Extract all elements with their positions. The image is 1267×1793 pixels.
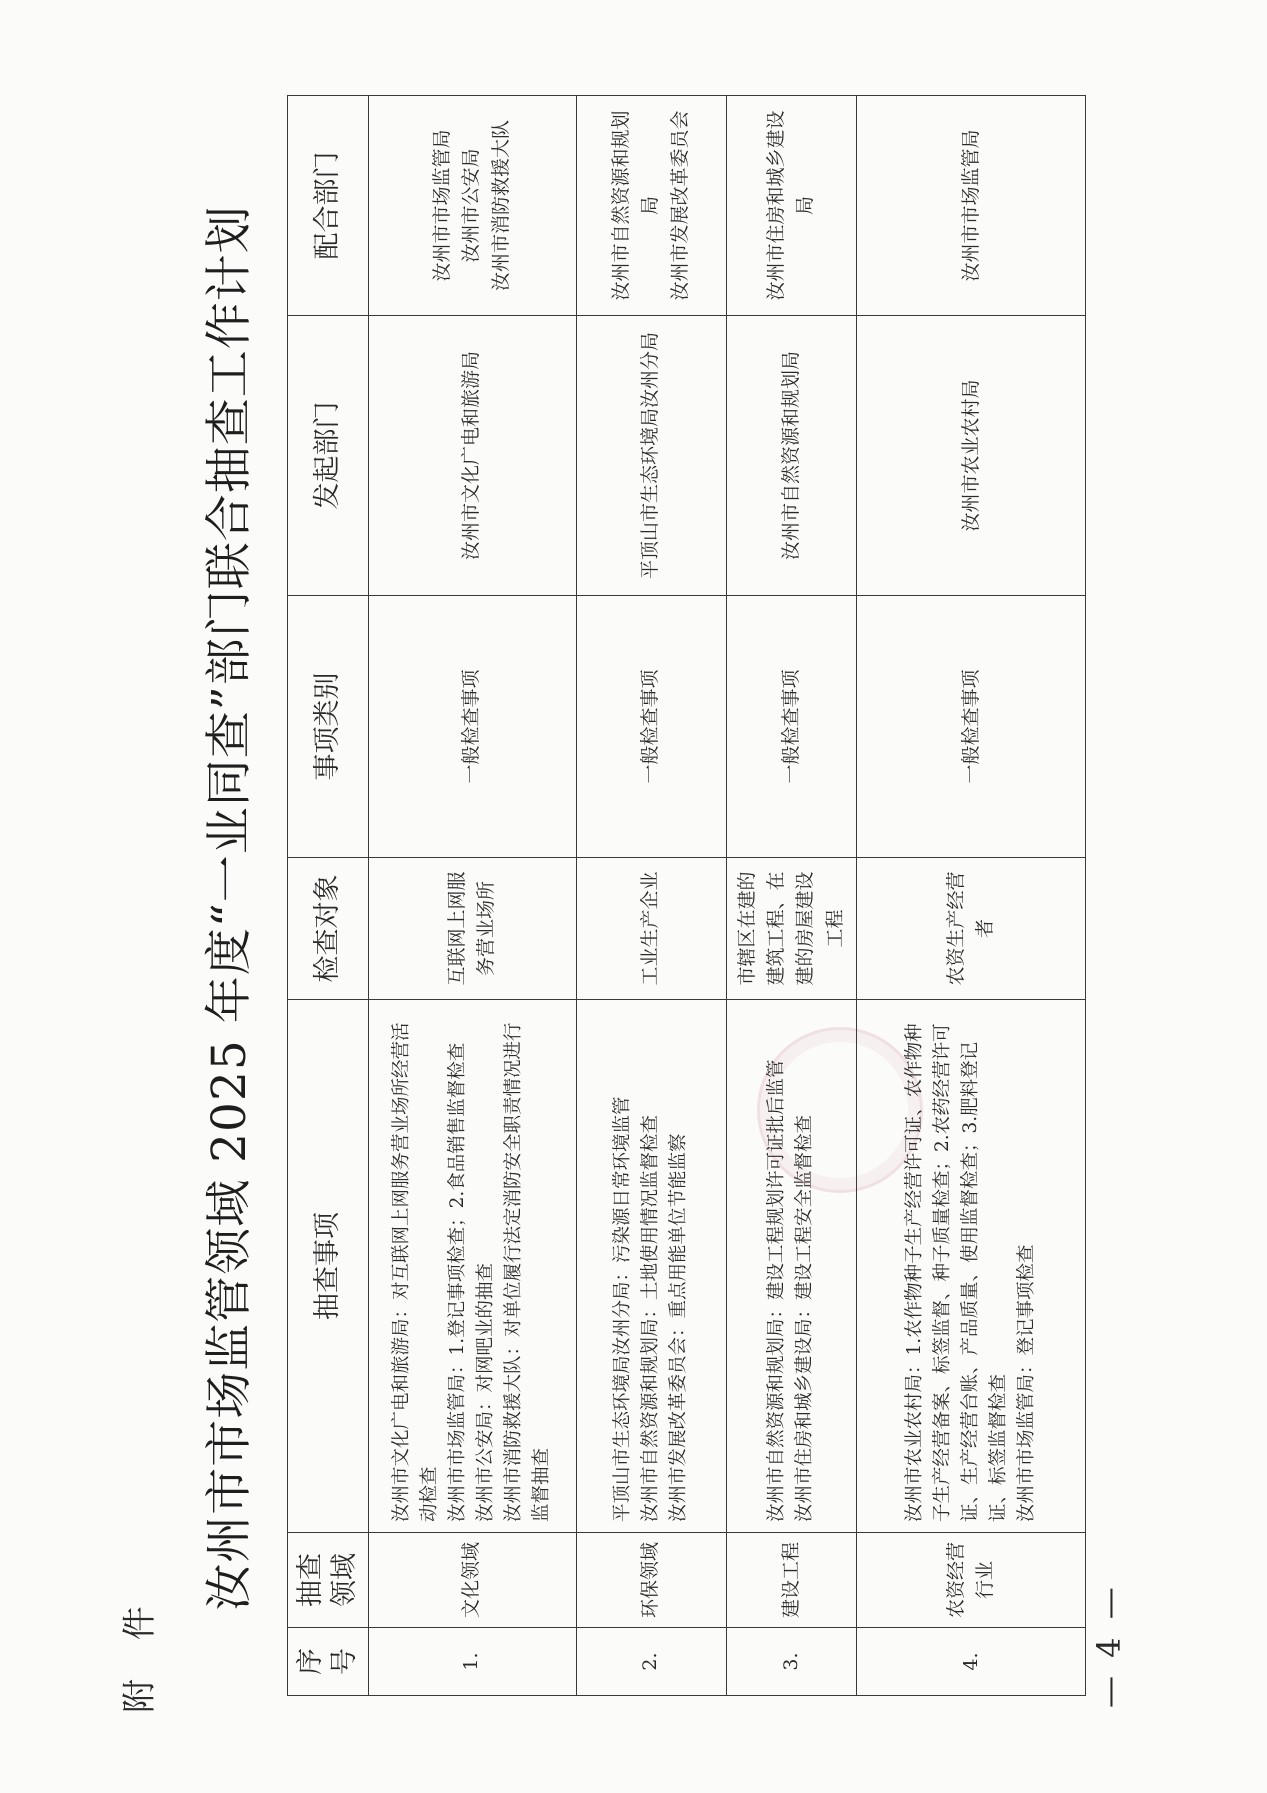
table-row [576, 96, 726, 1696]
cooperator-line: 汝州市消防救援大队 [489, 120, 512, 292]
cell-object: 互联网上网服务营业场所 [368, 858, 576, 1000]
item-line: 汝州市自然资源和规划局：建设工程规划许可证批后监管 [766, 1059, 788, 1522]
cell-seq: 4. [857, 1628, 1086, 1696]
annex-label: 附 件 [120, 1592, 160, 1713]
cooperator-line: 汝州市市场监管局 [959, 129, 982, 282]
cell-items [576, 1000, 726, 1533]
cell-initiator: 汝州市自然资源和规划局 [726, 316, 857, 596]
cell-items [857, 1000, 1086, 1533]
cell-seq: 1. [368, 1628, 576, 1696]
cell-initiator: 平顶山市生态环境局汝州分局 [576, 316, 726, 596]
cell-category: 一般检查事项 [368, 596, 576, 858]
document-page [82, 58, 1182, 1758]
cooperator-line: 汝州市住房和城乡建设局 [764, 110, 817, 301]
cell-object: 市辖区在建的建筑工程、在建的房屋建设工程 [726, 858, 857, 1000]
item-line: 汝州市市场监管局：1.登记事项检查；2.食品销售监督检查 [446, 1042, 468, 1522]
header-object: 检查对象 [288, 858, 369, 1000]
cell-seq: 3. [726, 1628, 857, 1696]
cell-domain: 文化领域 [368, 1533, 576, 1628]
cooperator-line: 汝州市公安局 [460, 148, 483, 263]
item-line: 平顶山市生态环境局汝州分局：污染源日常环境监管 [611, 1096, 633, 1522]
item-line: 汝州市文化广电和旅游局：对互联网上网服务营业场所经营活动检查 [390, 1022, 440, 1522]
cell-category: 一般检查事项 [576, 596, 726, 858]
cell-object: 工业生产企业 [576, 858, 726, 1000]
item-line: 汝州市公安局：对网吧业的抽查 [475, 1262, 496, 1522]
item-line: 汝州市农业农村局：1.农作物种子生产经营许可证、农作物种子生产经营备案、标签监督、种子质量检查；2.农药经营许可证、生产经营台账、产品质量、使用监督检查；3.肥料登记证、标签监督检查 [903, 1023, 1010, 1522]
cooperator-line: 汝州市市场监管局 [430, 129, 453, 282]
cooperator-line: 汝州市发展改革委员会 [668, 110, 691, 301]
item-line: 汝州市自然资源和规划局：土地使用情况监督检查 [639, 1114, 661, 1522]
header-items: 抽查事项 [288, 1000, 369, 1533]
document-title: 汝州市市场监管领域 2025 年度“一业同查”部门联合抽查工作计划 [202, 205, 257, 1611]
cell-initiator: 汝州市农业农村局 [857, 316, 1086, 596]
cell-cooperators [857, 96, 1086, 316]
inspection-plan-table [287, 95, 1086, 1696]
table-header-row [288, 96, 369, 1696]
cell-cooperators [368, 96, 576, 316]
table-row [857, 96, 1086, 1696]
header-domain: 抽查领域 [288, 1533, 369, 1628]
cell-items [368, 1000, 576, 1533]
cooperator-line: 汝州市自然资源和规划局 [609, 110, 662, 301]
header-cooperator: 配合部门 [288, 96, 369, 316]
cell-items [726, 1000, 857, 1533]
table-row [368, 96, 576, 1696]
cell-domain: 环保领域 [576, 1533, 726, 1628]
table-row [726, 96, 857, 1696]
cell-domain: 建设工程 [726, 1533, 857, 1628]
header-seq: 序号 [288, 1628, 369, 1696]
cell-domain: 农资经营行业 [857, 1533, 1086, 1628]
header-category: 事项类别 [288, 596, 369, 858]
item-line: 汝州市发展改革委员会：重点用能单位节能监察 [668, 1133, 690, 1522]
cell-category: 一般检查事项 [857, 596, 1086, 858]
item-line: 汝州市住房和城乡建设局：建设工程安全监督检查 [794, 1114, 816, 1522]
item-line: 汝州市市场监管局：登记事项检查 [1016, 1244, 1038, 1522]
cell-category: 一般检查事项 [726, 596, 857, 858]
cell-seq: 2. [576, 1628, 726, 1696]
item-line: 汝州市消防救援大队：对单位履行法定消防安全职责情况进行监督抽查 [503, 1022, 553, 1522]
page-number: — 4 — [1090, 1583, 1128, 1708]
cell-cooperators [726, 96, 857, 316]
cell-initiator: 汝州市文化广电和旅游局 [368, 316, 576, 596]
header-initiator: 发起部门 [288, 316, 369, 596]
cell-object: 农资生产经营者 [857, 858, 1086, 1000]
cell-cooperators [576, 96, 726, 316]
